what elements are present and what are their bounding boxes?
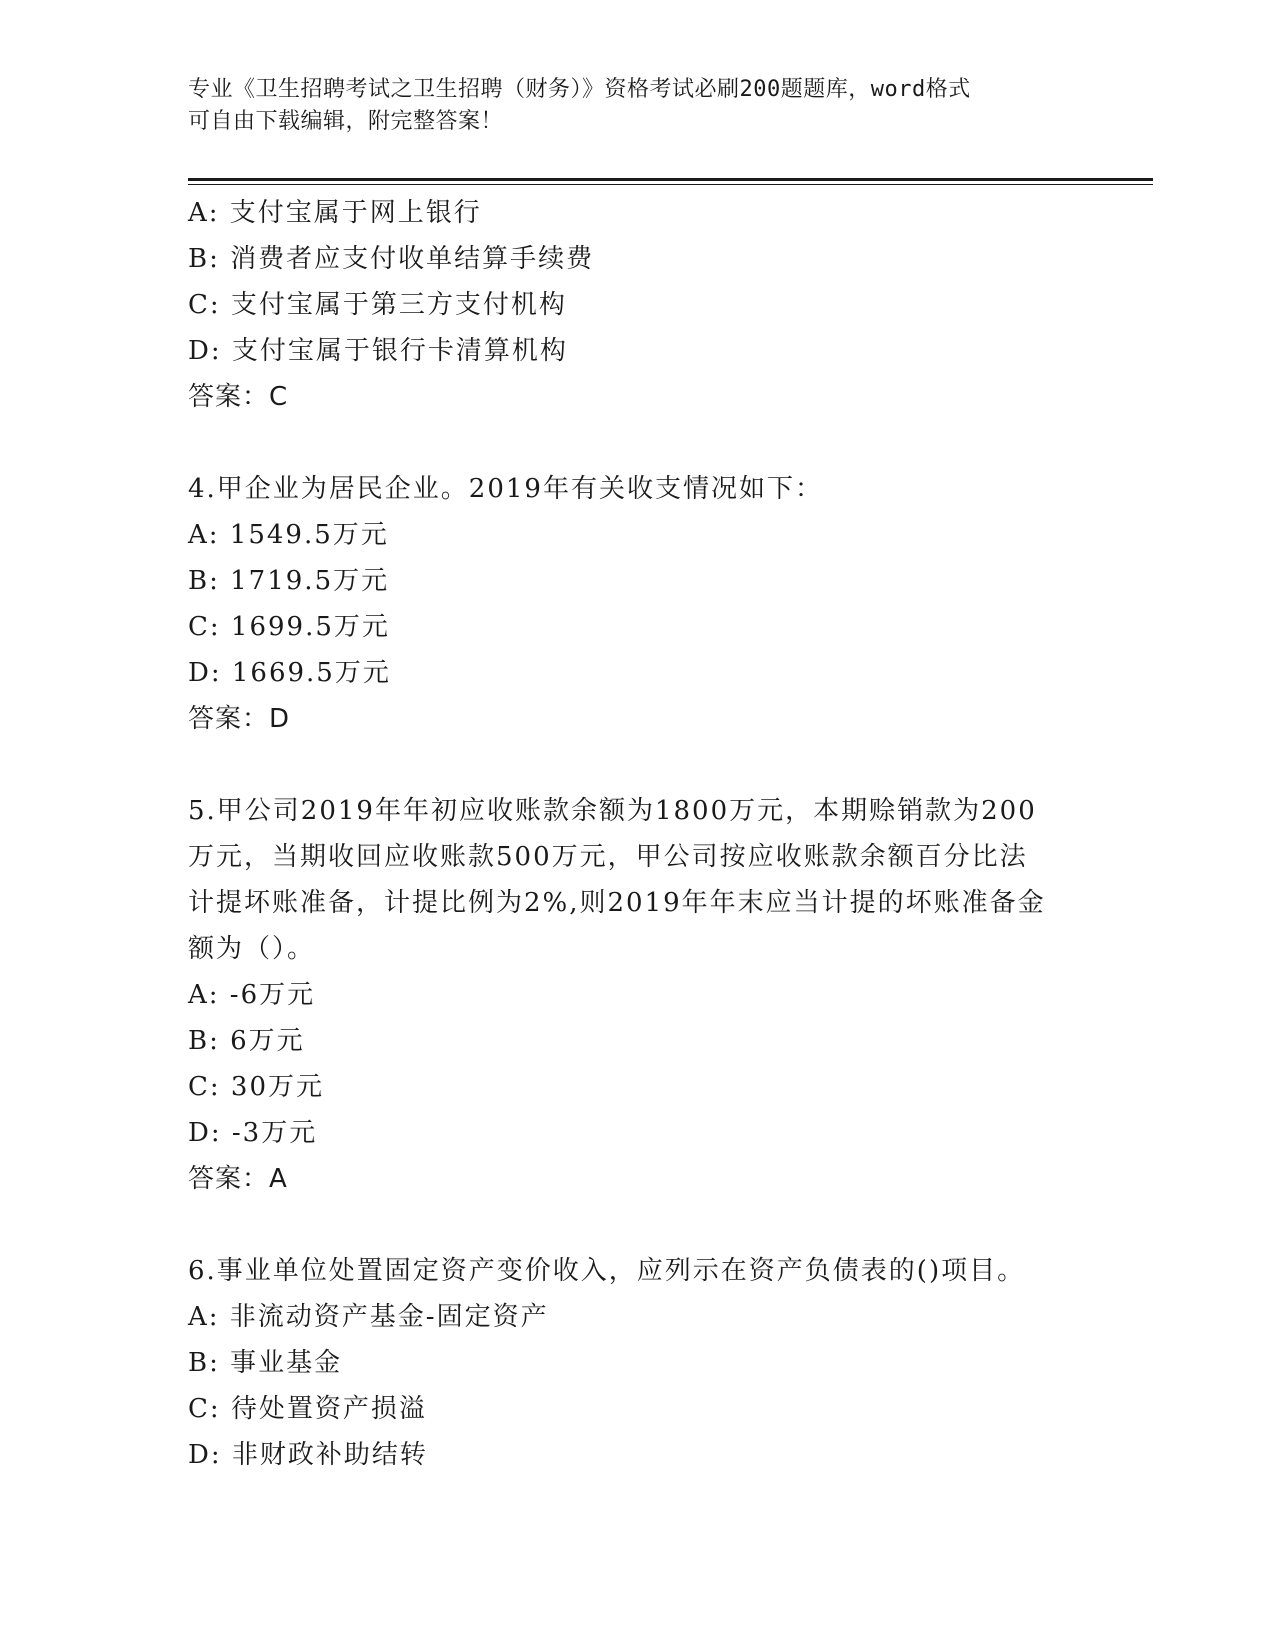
option-c: C: 支付宝属于第三方支付机构 <box>188 290 567 320</box>
option-a: A: 非流动资产基金-固定资产 <box>188 1302 549 1332</box>
question-5 <box>188 788 1088 1202</box>
question-stem: 4.甲企业为居民企业。2019年有关收支情况如下： <box>188 474 823 504</box>
answer: 答案：D <box>188 704 291 734</box>
option-d: D: -3万元 <box>188 1118 318 1148</box>
option-c: C: 30万元 <box>188 1072 325 1102</box>
question-stem-line-4: 额为（）。 <box>188 934 316 964</box>
option-d: D: 非财政补助结转 <box>188 1440 428 1470</box>
option-a: A: -6万元 <box>188 980 316 1010</box>
option-b: B: 1719.5万元 <box>188 566 390 596</box>
document-header <box>188 74 1068 138</box>
question-stem-line-3: 计提坏账准备，计提比例为2%,则2019年年末应当计提的坏账准备金 <box>188 888 1046 918</box>
header-divider-thick <box>188 178 1153 181</box>
question-stem: 6.事业单位处置固定资产变价收入，应列示在资产负债表的()项目。 <box>188 1256 1026 1286</box>
answer: 答案：C <box>188 382 289 412</box>
option-a: A: 1549.5万元 <box>188 520 389 550</box>
option-d: D: 1669.5万元 <box>188 658 391 688</box>
question-stem-line-1: 5.甲公司2019年年初应收账款余额为1800万元，本期赊销款为200 <box>188 796 1037 826</box>
option-c: C: 1699.5万元 <box>188 612 390 642</box>
question-stem-line-2: 万元，当期收回应收账款500万元，甲公司按应收账款余额百分比法 <box>188 842 1028 872</box>
option-c: C: 待处置资产损溢 <box>188 1394 427 1424</box>
option-d: D: 支付宝属于银行卡清算机构 <box>188 336 568 366</box>
question-6 <box>188 1248 1088 1478</box>
header-line-2: 可自由下载编辑，附完整答案！ <box>188 109 504 134</box>
question-3 <box>188 190 1088 420</box>
question-list <box>188 190 1088 1478</box>
header-line-1: 专业《卫生招聘考试之卫生招聘（财务）》资格考试必刷200题题库，word格式 <box>188 77 971 102</box>
answer: 答案：A <box>188 1164 288 1194</box>
option-b: B: 6万元 <box>188 1026 305 1056</box>
question-4 <box>188 466 1088 742</box>
option-b: B: 消费者应支付收单结算手续费 <box>188 244 595 274</box>
option-b: B: 事业基金 <box>188 1348 343 1378</box>
option-a: A: 支付宝属于网上银行 <box>188 198 482 228</box>
header-divider-thin <box>188 184 1153 185</box>
